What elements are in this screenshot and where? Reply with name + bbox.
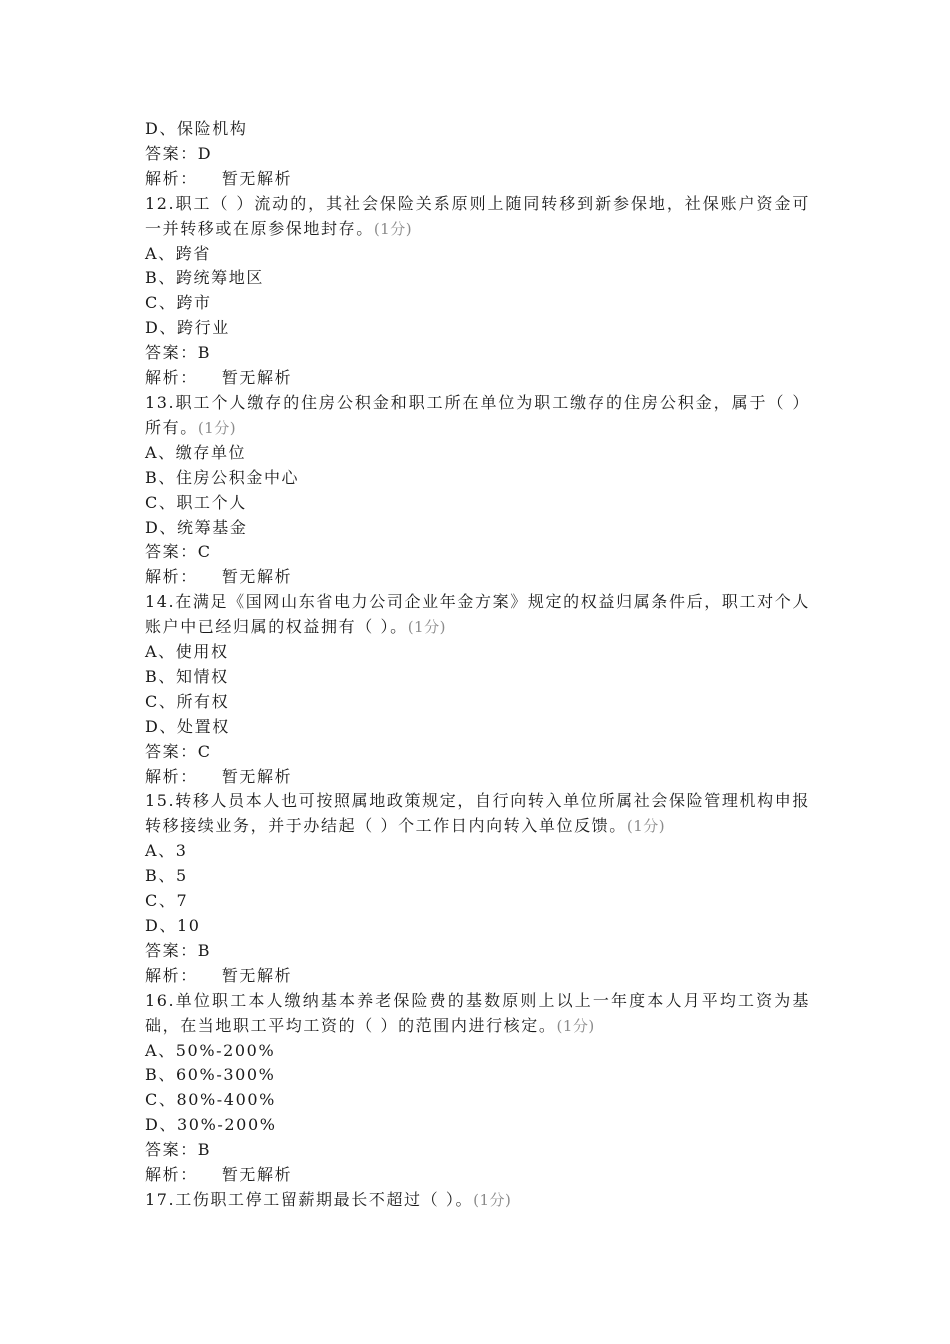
answer-line: 答案：B	[145, 1140, 212, 1160]
analysis-label: 解析：	[145, 567, 198, 587]
question-block	[145, 789, 810, 988]
analysis-text: 暂无解析	[221, 368, 293, 388]
analysis-label: 解析：	[145, 1165, 198, 1185]
option-line: D、10	[145, 916, 201, 935]
question-stem: 12.职工（ ）流动的，其社会保险关系原则上随同转移到新参保地，社保账户资金可一并转移或在原参保地封存。	[145, 193, 810, 238]
question-stem: 14.在满足《国网山东省电力公司企业年金方案》规定的权益归属条件后，职工对个人账户中已经归属的权益拥有（ ）。	[145, 592, 810, 637]
analysis-label: 解析：	[145, 168, 198, 188]
question-text	[145, 1188, 810, 1213]
question-block	[145, 989, 810, 1188]
question-score: (1分)	[473, 1190, 512, 1209]
question-text	[145, 391, 810, 441]
analysis-label: 解析：	[145, 368, 198, 388]
option-line: B、60%-300%	[145, 1065, 276, 1085]
option-line: D、处置权	[145, 716, 230, 736]
question-score: (1分)	[626, 817, 666, 836]
analysis-text: 暂无解析	[221, 168, 293, 188]
analysis-text: 暂无解析	[221, 1165, 293, 1185]
question-score: (1分)	[407, 618, 446, 637]
option-line: D、保险机构	[145, 119, 248, 138]
answer-line: 答案：D	[145, 143, 213, 163]
analysis-label: 解析：	[145, 766, 198, 786]
question-text	[145, 989, 810, 1039]
answer-line: 答案：B	[145, 343, 212, 363]
option-line: D、30%-200%	[145, 1115, 277, 1135]
question-stem: 15.转移人员本人也可按照属地政策规定，自行向转入单位所属社会保险管理机构申报转移接续业务，并于办结起（ ）个工作日内向转入单位反馈。	[145, 791, 810, 836]
analysis-line	[145, 366, 810, 391]
question-text	[145, 789, 810, 839]
document-page	[145, 117, 810, 1213]
question-text	[145, 192, 810, 242]
question-score: (1分)	[556, 1016, 595, 1035]
option-line: B、跨统筹地区	[145, 268, 264, 288]
answer-line: 答案：C	[145, 542, 212, 562]
analysis-text: 暂无解析	[221, 567, 293, 587]
option-line: C、跨市	[145, 293, 212, 313]
option-line: B、5	[145, 866, 188, 886]
analysis-label: 解析：	[145, 965, 198, 985]
option-line: C、职工个人	[145, 492, 247, 512]
answer-line: 答案：B	[145, 940, 212, 960]
question-score: (1分)	[197, 418, 237, 437]
option-line: C、80%-400%	[145, 1090, 276, 1110]
question-stem: 16.单位职工本人缴纳基本养老保险费的基数原则上以上一年度本人月平均工资为基础，在当地职工平均工资的（ ）的范围内进行核定。	[145, 990, 810, 1035]
option-line: D、跨行业	[145, 318, 230, 338]
question-stem: 17.工伤职工停工留薪期最长不超过（ ）。	[145, 1189, 474, 1209]
option-line: A、使用权	[145, 642, 229, 662]
analysis-line	[145, 1163, 810, 1188]
question-text	[145, 590, 810, 640]
answer-line: 答案：C	[145, 741, 212, 761]
question-stem: 13.职工个人缴存的住房公积金和职工所在单位为职工缴存的住房公积金，属于（ ）所有。	[145, 392, 810, 437]
option-line: A、50%-200%	[145, 1040, 276, 1060]
analysis-line	[145, 765, 810, 790]
option-line: B、住房公积金中心	[145, 467, 300, 487]
question-block	[145, 590, 810, 789]
option-line: C、7	[145, 891, 189, 911]
option-line: B、知情权	[145, 666, 229, 686]
question-block	[145, 192, 810, 391]
analysis-text: 暂无解析	[221, 766, 293, 786]
analysis-text: 暂无解析	[221, 965, 293, 985]
option-line: D、统筹基金	[145, 517, 248, 537]
option-line: C、所有权	[145, 691, 230, 711]
question-score: (1分)	[373, 219, 413, 238]
analysis-line	[145, 964, 810, 989]
option-line: A、缴存单位	[145, 442, 247, 462]
analysis-line	[145, 565, 810, 590]
question-block	[145, 391, 810, 590]
option-line: A、跨省	[145, 243, 211, 263]
analysis-line	[145, 167, 810, 192]
option-line: A、3	[145, 841, 188, 861]
